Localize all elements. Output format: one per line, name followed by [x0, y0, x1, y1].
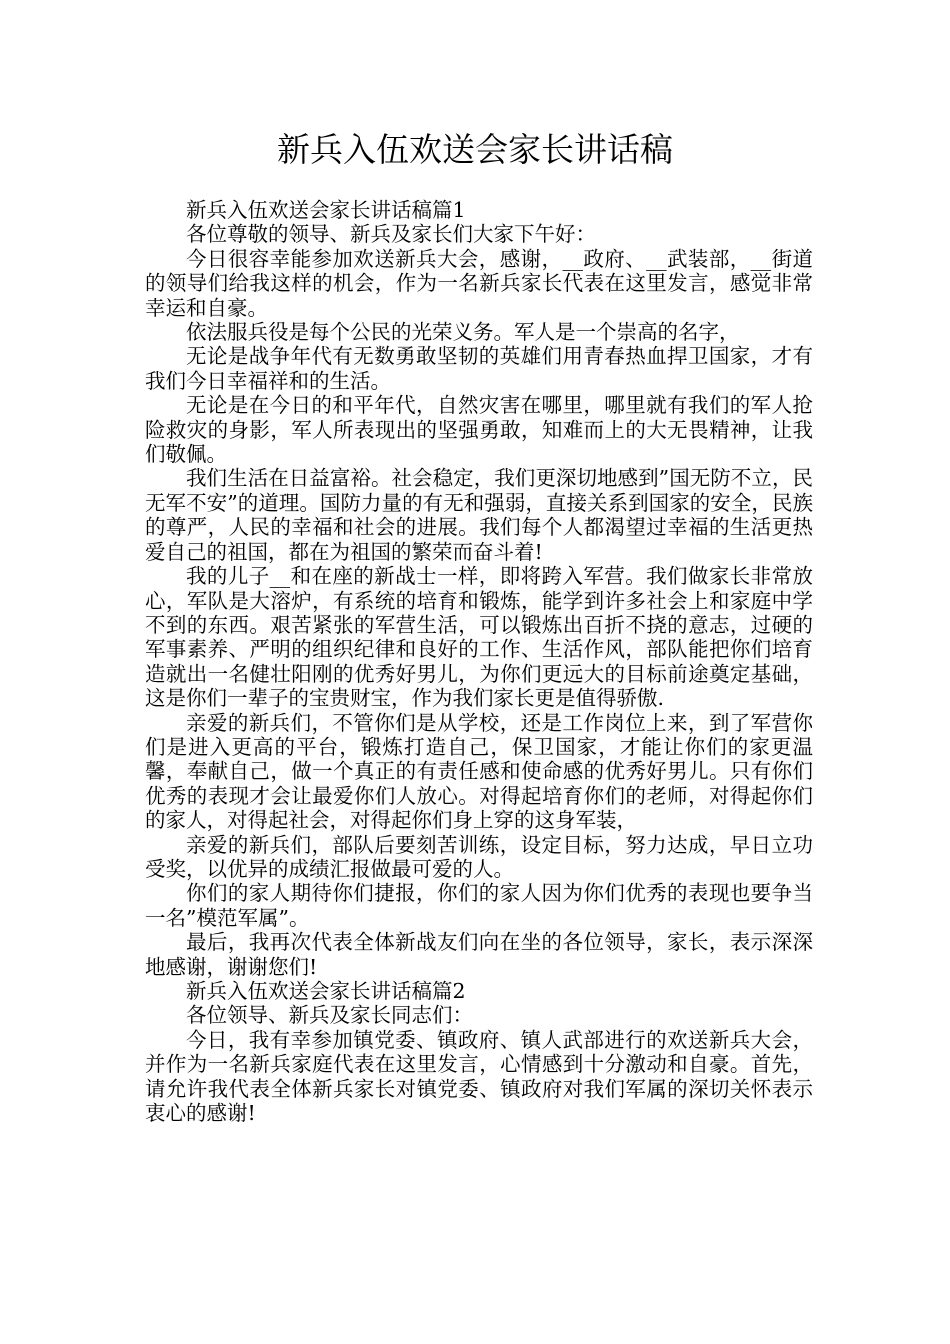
paragraph: 新兵入伍欢送会家长讲话稿篇2 — [186, 979, 466, 1003]
paragraph: 各位领导、新兵及家长同志们： — [186, 1003, 473, 1028]
paragraph: 我们生活在日益富裕。社会稳定，我们更深切地感到”国无防不立，民无军不安”的道理。国防力量的有无和强弱，直接关系到国家的安全，民族的尊严，人民的幸福和社会的进展。我们每个人都渴望过幸福的生活更热爱自己的祖国，都在为祖国的繁荣而奋斗着! — [145, 466, 813, 564]
paragraph: 无论是战争年代有无数勇敢坚韧的英雄们用青春热血捍卫国家，才有我们今日幸福祥和的生活。 — [145, 344, 813, 393]
paragraph: 我的儿子__和在座的新战士一样，即将跨入军营。我们做家长非常放心，军队是大溶炉，有系统的培育和锻炼，能学到许多社会上和家庭中学不到的东西。艰苦紧张的军营生活，可以锻炼出百折不挠的意志，过硬的军事素养、严明的组织纪律和良好的工作、生活作风，部队能把你们培育造就出一名健壮阳刚的优秀好男儿，为你们更远大的目标前途奠定基础，这是你们一辈子的宝贵财宝，作为我们家长更是值得骄傲. — [145, 564, 813, 711]
document-title: 新兵入伍欢送会家长讲话稿 — [277, 130, 673, 169]
paragraph: 今日很容幸能参加欢送新兵大会，感谢，__政府、__武装部，__街道的领导们给我这样的机会，作为一名新兵家长代表在这里发言，感觉非常幸运和自豪。 — [145, 246, 813, 320]
paragraph: 今日，我有幸参加镇党委、镇政府、镇人武部进行的欢送新兵大会，并作为一名新兵家庭代表在这里发言，心情感到十分激动和自豪。首先，请允许我代表全体新兵家长对镇党委、镇政府对我们军属的深切关怀表示衷心的感谢! — [145, 1027, 813, 1126]
paragraph: 依法服兵役是每个公民的光荣义务。军人是一个崇高的名字， — [186, 320, 740, 345]
paragraph: 亲爱的新兵们，部队后要刻苦训练，设定目标，努力达成，早日立功受奖，以优异的成绩汇报做最可爱的人。 — [145, 832, 813, 881]
paragraph: 你们的家人期待你们捷报，你们的家人因为你们优秀的表现也要争当一名”模范军属”。 — [145, 881, 813, 930]
paragraph: 最后，我再次代表全体新战友们向在坐的各位领导，家长，表示深深地感谢，谢谢您们! — [145, 930, 813, 979]
paragraph: 无论是在今日的和平年代，自然灾害在哪里，哪里就有我们的军人抢险救灾的身影，军人所表现出的坚强勇敢，知难而上的大无畏精神，让我们敬佩。 — [145, 393, 813, 467]
paragraph: 亲爱的新兵们，不管你们是从学校，还是工作岗位上来，到了军营你们是进入更高的平台，锻炼打造自己，保卫国家，才能让你们的家更温馨，奉献自己，做一个真正的有责任感和使命感的优秀好男儿。只有你们优秀的表现才会让最爱你们人放心。对得起培育你们的老师，对得起你们的家人，对得起社会，对得起你们身上穿的这身军装， — [145, 710, 813, 833]
document-body — [145, 198, 813, 1125]
paragraph: 新兵入伍欢送会家长讲话稿篇1 — [186, 198, 466, 222]
paragraph: 各位尊敬的领导、新兵及家长们大家下午好： — [186, 222, 596, 247]
